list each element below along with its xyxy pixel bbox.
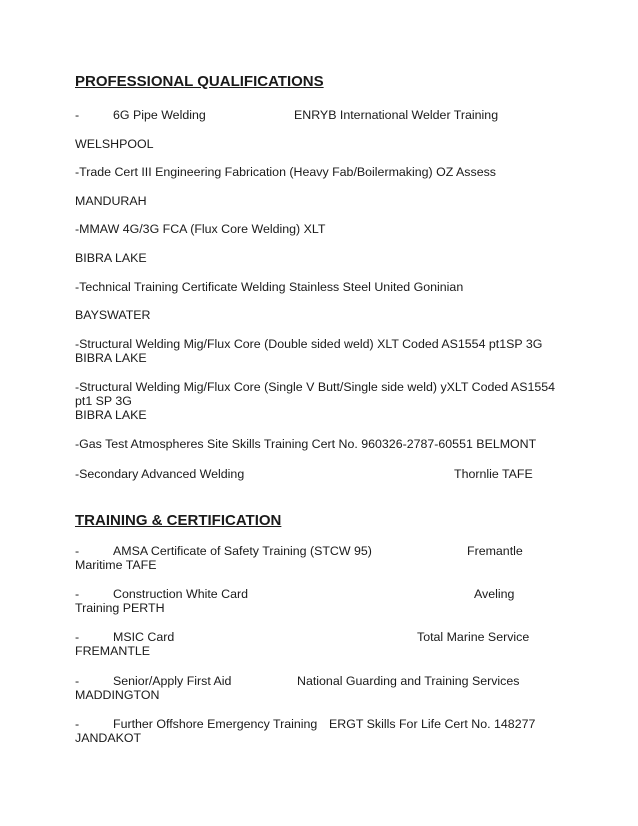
qual-6-text: -Structural Welding Mig/Flux Core (Single V Butt/Single side weld) yXLT Coded AS1554	[75, 380, 556, 394]
qual-8-org: Thornlie TAFE	[454, 467, 533, 481]
qual-1-org: ENRYB International Welder Training	[294, 108, 499, 122]
train-2-line2: Training PERTH	[75, 601, 165, 615]
train-4-name: Senior/Apply First Aid	[113, 674, 232, 688]
qual-7-text: -Gas Test Atmospheres Site Skills Training Cert No. 960326-2787-60551 BELMONT	[75, 437, 537, 451]
train-5-line2: JANDAKOT	[75, 731, 142, 745]
train-4-org: National Guarding and Training Services	[297, 674, 520, 688]
qual-3-text: -MMAW 4G/3G FCA (Flux Core Welding) XLT	[75, 222, 326, 236]
qual-1-name: 6G Pipe Welding	[113, 108, 206, 122]
qual-6-text-continued: pt1 SP 3G	[75, 394, 132, 408]
train-5-org: ERGT Skills For Life Cert No. 148277	[329, 717, 536, 731]
qual-6-location: BIBRA LAKE	[75, 408, 147, 422]
qual-3-location: BIBRA LAKE	[75, 251, 147, 265]
train-5-name: Further Offshore Emergency Training	[113, 717, 318, 731]
qual-4-location: BAYSWATER	[75, 308, 151, 322]
train-3-line2: FREMANTLE	[75, 644, 151, 658]
train-3-org: Total Marine Service	[417, 630, 530, 644]
qual-5-location: BIBRA LAKE	[75, 351, 147, 365]
training-heading: TRAINING & CERTIFICATION	[75, 512, 282, 529]
train-4-line2: MADDINGTON	[75, 688, 160, 702]
qualifications-heading: PROFESSIONAL QUALIFICATIONS	[75, 73, 324, 90]
train-1-dash: -	[75, 544, 80, 558]
train-2-name: Construction White Card	[113, 587, 248, 601]
train-5-dash: -	[75, 717, 80, 731]
qual-1-dash: -	[75, 108, 80, 122]
qual-2-text: -Trade Cert III Engineering Fabrication (Heavy Fab/Boilermaking) OZ Assess	[75, 165, 496, 179]
train-1-line2: Maritime TAFE	[75, 558, 157, 572]
train-1-name: AMSA Certificate of Safety Training (STCW 95)	[113, 544, 372, 558]
qual-5-text: -Structural Welding Mig/Flux Core (Double sided weld) XLT Coded AS1554 pt1SP 3G	[75, 337, 543, 351]
train-2-dash: -	[75, 587, 80, 601]
train-3-name: MSIC Card	[113, 630, 175, 644]
train-4-dash: -	[75, 674, 80, 688]
qual-1-location: WELSHPOOL	[75, 137, 154, 151]
train-3-dash: -	[75, 630, 80, 644]
qual-8-text: -Secondary Advanced Welding	[75, 467, 245, 481]
qual-4-text: -Technical Training Certificate Welding Stainless Steel United Goninian	[75, 280, 464, 294]
train-2-org: Aveling	[474, 587, 515, 601]
train-1-org: Fremantle	[467, 544, 523, 558]
qual-2-location: MANDURAH	[75, 194, 147, 208]
